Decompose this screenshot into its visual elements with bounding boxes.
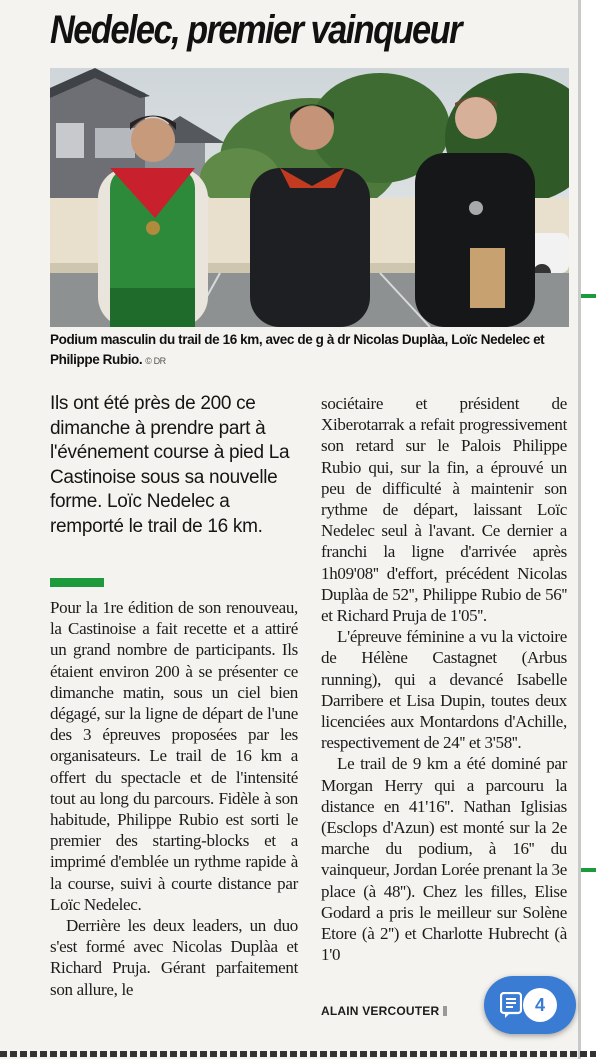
body-paragraph: Derrière les deux leaders, un duo s'est formé avec Nicolas Duplàa et Richard Pruja. Gérant parfaitement son allure, le <box>50 916 298 999</box>
body-paragraph: sociétaire et président de Xiberotarrak a refait progressivement son retard sur le Palois Philippe Rubio qui, sur la fin, a éprouvé un peu de difficulté à maintenir son rythme de départ, laissant Loïc Nedelec seul à l'avant. Ce dernier a franchi la ligne d'arrivée après 1h09'08'' d'effort, précédent Nicolas Duplàa de 52'', Philippe Rubio de 56'' et Richard Pruja de 1'05''. <box>321 394 567 626</box>
byline-mark <box>443 1006 447 1016</box>
podium-photo <box>50 68 569 327</box>
body-paragraph: Pour la 1re édition de son renouveau, la Castinoise a fait recette et a attiré un grand nombre de participants. Ils étaient environ 200 à se présenter ce dimanche matin, sous un ciel bien dégagé, sur la ligne de départ de l'une des 3 épreuves proposées par les organisateurs. Le trail de 16 km a offert du spectacle et de l'intensité tout au long du parcours. Fidèle à son habitude, Philippe Rubio est sorti le premier des starting-blocks et a imprimé d'emblée un rythme rapide à la course, suivi à courte distance par Loïc Nedelec. <box>50 598 298 914</box>
headline: Nedelec, premier vainqueur <box>50 8 461 52</box>
adjacent-accent-bar <box>581 294 596 298</box>
body-column-1 <box>50 597 298 1000</box>
adjacent-accent-bar <box>581 868 596 872</box>
article-lead: Ils ont été près de 200 ce dimanche à prendre part à l'événement course à pied La Castinoise sous sa nouvelle forme. Loïc Nedelec a remporté le trail de 16 km. <box>50 393 290 537</box>
photo-credit: © DR <box>145 356 166 366</box>
body-column-2 <box>321 393 567 965</box>
body-paragraph: Le trail de 9 km a été dominé par Morgan Herry qui a parcouru la distance en 41'16''. Nathan Iglisias (Esclops d'Azun) est monté sur la 2e marche du podium, à 16'' du vainqueur, Jordan Lorée prenant la 3e place (à 48''). Chez les filles, Elise Godard a pris le meilleur sur Solène Etore (à 2'') et Charlotte Hubrecht (à 1'0 <box>321 754 567 965</box>
photo-caption <box>50 330 569 371</box>
author-name: ALAIN VERCOUTER <box>321 1004 440 1018</box>
caption-text: Podium masculin du trail de 16 km, avec de g à dr Nicolas Duplàa, Loïc Nedelec et Philippe Rubio. <box>50 332 545 367</box>
lead-column <box>50 392 296 539</box>
page-bottom-border <box>0 1051 596 1057</box>
comments-icon <box>500 992 522 1018</box>
byline <box>321 1004 447 1018</box>
section-accent-bar <box>50 578 104 587</box>
adjacent-article-strip <box>581 0 596 1059</box>
body-paragraph: L'épreuve féminine a vu la victoire de Hélène Castagnet (Arbus running), qui a devancé Isabelle Darribere et Lisa Dupin, toutes deux licenciées aux Montardons d'Achille, respectivement de 24'' et 3'58''. <box>321 627 567 753</box>
comments-count-badge[interactable]: 4 <box>523 988 557 1022</box>
